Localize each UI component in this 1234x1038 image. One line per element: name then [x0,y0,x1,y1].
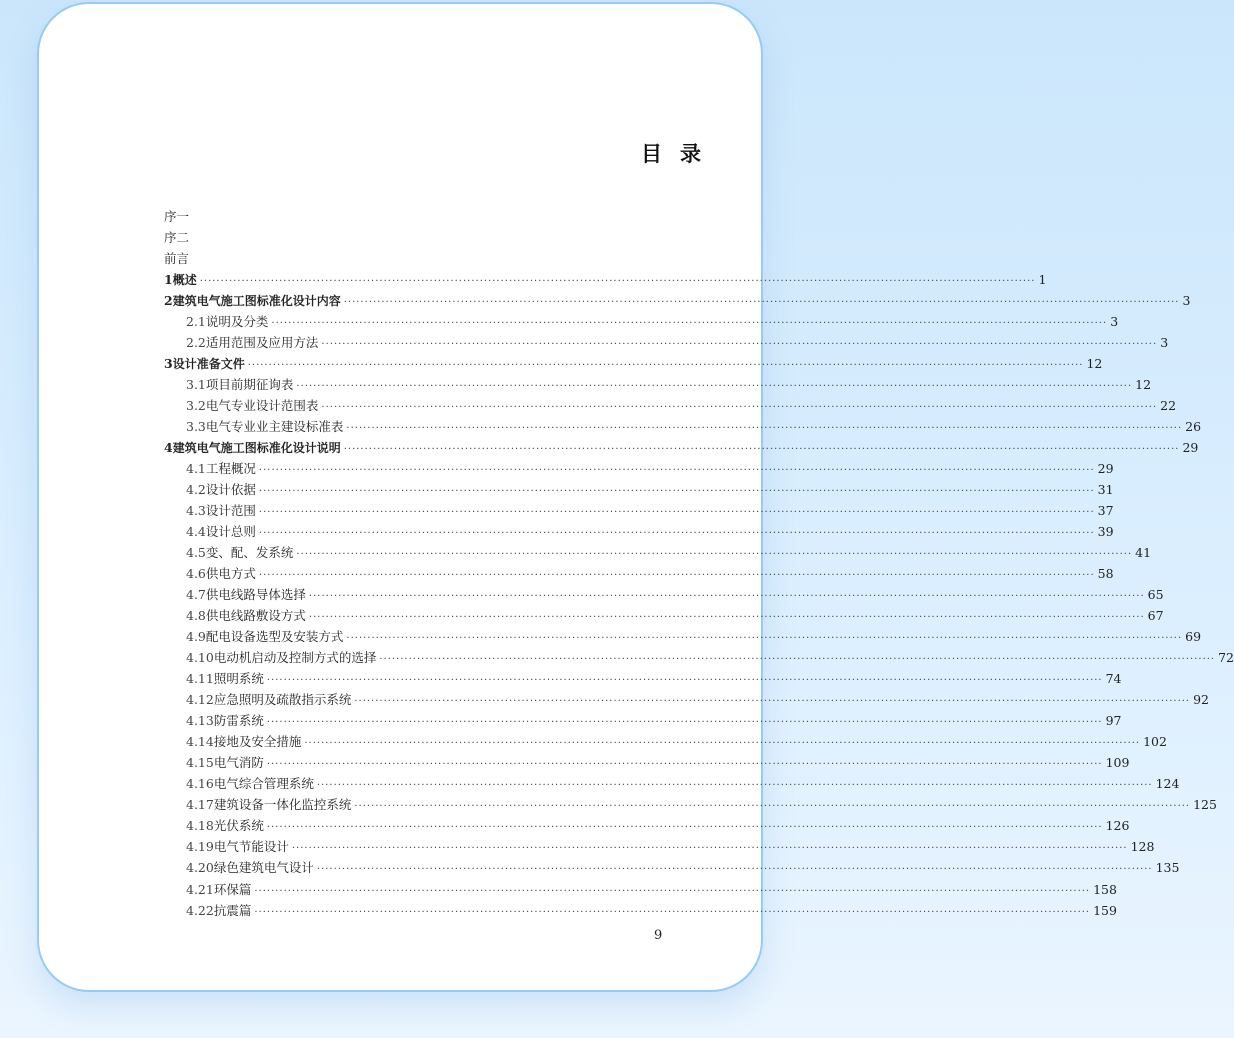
dot-leader: ········································································································································································································ [296,549,1133,561]
toc-entry-title: 配电设备选型及安装方式 [205,629,344,645]
dot-leader: ········································································································································································································ [304,738,1141,750]
toc-entry-number: 4.4 [186,524,206,540]
toc-entry-page: 74 [1105,671,1122,687]
toc-entry-number: 4.5 [186,545,206,561]
toc-entry-number: 2.2 [186,335,206,351]
toc-entry-number: 3 [164,356,173,372]
toc-entry-number: 3.1 [186,377,206,393]
toc-entry-title: 光伏系统 [213,818,264,834]
toc-entry[interactable] [164,857,1180,878]
toc-entry-title: 供电线路导体选择 [205,587,306,603]
toc-entry-number: 4.6 [186,566,206,582]
dot-leader: ········································································································································································································ [343,444,1180,456]
toc-entry-page: 159 [1093,902,1117,918]
toc-entry-number: 1 [164,272,173,288]
toc-entry[interactable] [164,353,1103,374]
toc-entry-title: 设计范围 [205,503,256,519]
toc-entry-page: 126 [1105,818,1130,834]
toc-entry[interactable] [164,794,1217,815]
toc-entry-page: 97 [1105,713,1122,729]
toc-entry-title: 适用范围及应用方法 [205,335,319,351]
toc-entry-title: 说明及分类 [205,314,269,330]
dot-leader: ········································································································································································································ [247,360,1084,372]
toc-entry-number: 4.3 [186,503,206,519]
dot-leader: ········································································································································································································ [199,276,1036,288]
toc-entry-page: 22 [1160,398,1177,414]
toc-entry-number: 4.14 [186,734,214,750]
toc-entry-title: 前言 [164,251,190,267]
toc-entry-title: 概述 [172,273,197,288]
toc-entry-number: 4.11 [186,671,214,687]
toc-entry-page: 3 [1160,335,1169,351]
dot-leader: ········································································································································································································ [258,465,1095,477]
toc-entry-page: 26 [1185,419,1202,435]
toc-entry-title: 抗震篇 [213,902,252,918]
toc-entry-title: 电气节能设计 [213,839,289,855]
dot-leader: ········································································································································································································ [316,864,1153,876]
toc-entry[interactable] [164,710,1122,731]
toc-entry-page: 1 [1038,272,1047,288]
toc-entry[interactable] [164,458,1114,479]
toc-entry-page: 124 [1155,776,1180,792]
toc-entry[interactable] [164,269,1047,290]
toc-entry-number: 4.7 [186,587,206,603]
toc-entry-page: 65 [1147,587,1164,603]
dot-leader: ········································································································································································································ [258,570,1095,582]
dot-leader: ········································································································································································································ [254,906,1091,918]
toc-entry[interactable] [164,311,1119,332]
dot-leader: ········································································································································································································ [308,612,1145,624]
toc-entry[interactable] [164,626,1202,647]
toc-entry-page: 92 [1193,692,1210,708]
dot-leader: ········································································································································································································ [291,843,1128,855]
toc-entry-page: 125 [1193,797,1217,813]
toc-entry-title: 应急照明及疏散指示系统 [213,692,352,708]
toc-front-matter-item[interactable] [164,227,714,248]
toc-entry-number: 4.18 [186,818,214,834]
toc-entry-title: 序一 [164,209,190,224]
dot-leader: ········································································································································································································ [321,402,1158,414]
toc-entry-page: 3 [1110,314,1119,330]
toc-entry-number: 4.19 [186,839,214,855]
toc-entry[interactable] [164,416,1202,437]
toc-entry-page: 12 [1135,377,1152,393]
toc-entry[interactable] [164,332,1169,353]
toc-entry-page: 31 [1097,482,1114,498]
toc-entry-page: 69 [1185,629,1202,645]
toc-entry-title: 设计依据 [205,482,256,498]
toc-entry[interactable] [164,584,1164,605]
dot-leader: ········································································································································································································ [254,885,1091,897]
dot-leader: ········································································································································································································ [266,822,1103,834]
dot-leader: ········································································································································································································ [266,759,1103,771]
toc-entry[interactable] [164,879,1117,900]
toc-entry[interactable] [164,815,1130,836]
toc-entry-title: 变、配、发系统 [205,545,294,561]
toc-entry-number: 4.9 [186,629,206,645]
dot-leader: ········································································································································································································ [379,654,1216,666]
dot-leader: ········································································································································································································ [258,507,1095,519]
toc-entry-title: 建筑电气施工图标准化设计内容 [172,294,341,309]
dot-leader: ········································································································································································································ [258,486,1095,498]
toc-entry-title: 照明系统 [213,671,264,687]
dot-leader: ········································································································································································································ [346,423,1183,435]
toc-front-matter-item[interactable] [164,248,714,269]
toc-entry-number: 2 [164,293,173,309]
toc-front-matter-item[interactable] [164,206,714,227]
toc-entry-number: 3.3 [186,419,206,435]
toc-entry-page: 128 [1130,839,1155,855]
toc-entry-number: 4.10 [186,650,214,666]
toc-entry-page: 72 [1218,650,1234,666]
toc-entry-page: 67 [1147,608,1164,624]
toc-entry[interactable] [164,500,1114,521]
toc-entry-number: 3.2 [186,398,206,414]
toc-entry-page: 29 [1182,440,1199,456]
toc-entry-page: 41 [1135,545,1152,561]
toc-entry-number: 4.13 [186,713,214,729]
toc-entry[interactable] [164,542,1152,563]
toc-entry-title: 防雷系统 [213,713,264,729]
toc-entry[interactable] [164,563,1114,584]
toc-entry-number: 4.1 [186,461,206,477]
toc-heading: 目录 [641,142,719,166]
dot-leader: ········································································································································································································ [316,780,1153,792]
document-page [37,2,1234,992]
toc-entry-title: 建筑设备一体化监控系统 [213,797,352,813]
toc-entry[interactable] [164,521,1114,542]
toc-entry-title: 供电线路敷设方式 [205,608,306,624]
toc-entry-page: 39 [1097,524,1114,540]
toc-entry[interactable] [164,647,1234,668]
dot-leader: ········································································································································································································ [354,696,1191,708]
toc-entry[interactable] [164,773,1180,794]
toc-entry-title: 电气专业设计范围表 [205,398,319,414]
toc-entry[interactable] [164,731,1167,752]
page-number: 9 [654,928,663,943]
toc-entry-title: 电动机启动及控制方式的选择 [213,650,377,666]
toc-entry-title: 绿色建筑电气设计 [213,860,314,876]
dot-leader: ········································································································································································································ [346,633,1183,645]
toc-entry-number: 4.17 [186,797,214,813]
toc-entry-number: 2.1 [186,314,206,330]
toc-entry-title: 工程概况 [205,461,256,477]
toc-entry-number: 4.8 [186,608,206,624]
toc-entry-page: 109 [1105,755,1130,771]
toc-entry-title: 建筑电气施工图标准化设计说明 [172,441,341,456]
dot-leader: ········································································································································································································ [308,591,1145,603]
toc-entry[interactable] [164,836,1155,857]
dot-leader: ········································································································································································································ [271,318,1108,330]
toc-entry-page: 12 [1086,356,1103,372]
dot-leader: ········································································································································································································ [266,717,1103,729]
dot-leader: ········································································································································································································ [266,675,1103,687]
toc-entry-number: 4.12 [186,692,214,708]
toc-entry-number: 4.2 [186,482,206,498]
toc-entry-title: 电气综合管理系统 [213,776,314,792]
toc-entry-page: 29 [1097,461,1114,477]
toc-entry-number: 4.20 [186,860,214,876]
toc-entry-number: 4.16 [186,776,214,792]
toc-entry-page: 58 [1097,566,1114,582]
toc-entry-page: 135 [1155,860,1180,876]
toc-entry[interactable] [164,395,1177,416]
dot-leader: ········································································································································································································ [258,528,1095,540]
toc-entry-title: 供电方式 [205,566,256,582]
toc-entry-page: 102 [1143,734,1167,750]
toc-entry-title: 电气消防 [213,755,264,771]
dot-leader: ········································································································································································································ [321,339,1158,351]
toc-entry-title: 环保篇 [213,881,252,897]
toc-entry-title: 序二 [164,230,190,246]
dot-leader: ········································································································································································································ [343,297,1180,309]
toc-entry-number: 4 [164,440,173,456]
toc-entry-page: 158 [1093,881,1117,897]
toc-entry-page: 3 [1182,293,1191,309]
toc-entry[interactable] [164,437,1199,458]
dot-leader: ········································································································································································································ [296,381,1133,393]
toc-entry[interactable] [164,752,1130,773]
toc-entry[interactable] [164,605,1164,626]
toc-entry[interactable] [164,689,1210,710]
toc-entry-page: 37 [1097,503,1114,519]
toc-entry-title: 设计总则 [205,524,256,540]
toc-entry[interactable] [164,290,1191,311]
toc-entry[interactable] [164,479,1114,500]
toc-entry-title: 接地及安全措施 [213,734,302,750]
toc-entry-number: 4.21 [186,881,214,897]
toc-entry[interactable] [164,374,1152,395]
toc-entry-title: 电气专业业主建设标准表 [205,419,344,435]
toc-entry-number: 4.15 [186,755,214,771]
toc-entry[interactable] [164,668,1122,689]
toc-entry-title: 项目前期征询表 [205,377,294,393]
toc-entry-title: 设计准备文件 [172,357,245,372]
toc-entry[interactable] [164,900,1117,921]
table-of-contents [164,206,1234,921]
toc-entry-number: 4.22 [186,902,214,918]
dot-leader: ········································································································································································································ [354,801,1191,813]
